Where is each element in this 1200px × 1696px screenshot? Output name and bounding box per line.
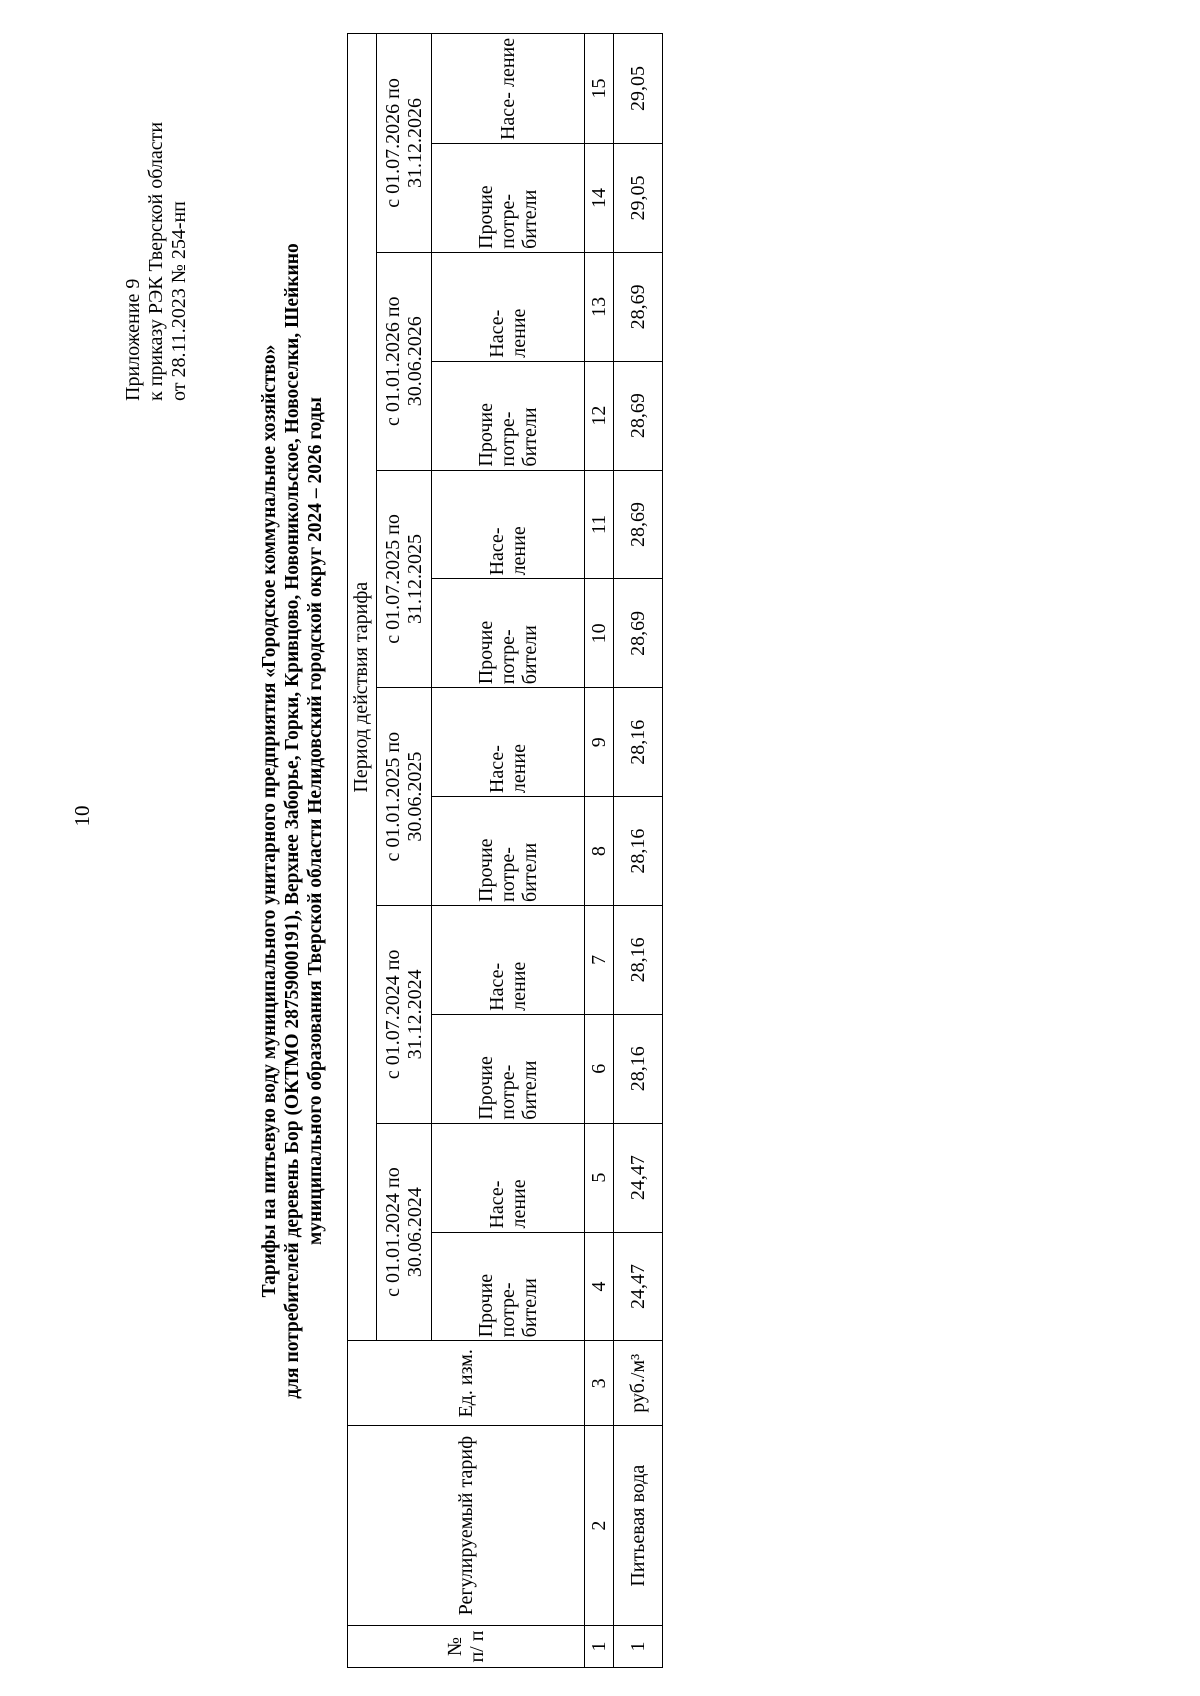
tariff-value: 28,69: [614, 361, 663, 470]
header-tariff: Регулируемый тариф: [348, 1426, 585, 1626]
col-other-consumers: Прочие потре- бители: [432, 144, 585, 253]
document-title: [258, 86, 327, 1556]
period-date-range: с 01.07.2026 по 31.12.2026: [377, 34, 432, 253]
column-number: 6: [585, 1014, 614, 1123]
period-date-range: с 01.01.2025 по 30.06.2025: [377, 688, 432, 906]
column-number: 8: [585, 797, 614, 906]
tariff-value: 28,16: [614, 688, 663, 797]
col-other-consumers: Прочие потре- бители: [432, 1014, 585, 1123]
row-tariff-name: Питьевая вода: [614, 1426, 663, 1626]
tariff-value: 24,47: [614, 1232, 663, 1341]
header-unit: Ед. изм.: [348, 1341, 585, 1426]
period-date-range: с 01.07.2025 по 31.12.2025: [377, 470, 432, 688]
col-other-consumers: Прочие потре- бители: [432, 579, 585, 688]
column-number: 9: [585, 688, 614, 797]
tariff-value: 28,69: [614, 470, 663, 579]
column-number: 5: [585, 1123, 614, 1232]
title-line: для потребителей деревень Бор (ОКТМО 28759000191), Верхнее Заборье, Горки, Кривцово, Новоникольское, Новоселки, Шейкино: [282, 243, 303, 1399]
period-date-range: с 01.01.2024 по 30.06.2024: [377, 1123, 432, 1341]
header-no: № п/ п: [348, 1626, 585, 1668]
tariff-table: [347, 33, 663, 1668]
column-number: 15: [585, 34, 614, 144]
col-other-consumers: Прочие потре- бители: [432, 797, 585, 906]
tariff-value: 29,05: [614, 144, 663, 253]
period-date-range: с 01.07.2024 по 31.12.2024: [377, 906, 432, 1124]
col-population: Насе- ление: [432, 34, 585, 144]
appendix-line: от 28.11.2023 № 254-нп: [168, 201, 190, 401]
tariff-value: 28,16: [614, 906, 663, 1015]
col-population: Насе- ление: [432, 252, 585, 361]
period-date-range: с 01.01.2026 по 30.06.2026: [377, 252, 432, 470]
col-population: Насе- ление: [432, 1123, 585, 1232]
col-other-consumers: Прочие потре- бители: [432, 1232, 585, 1341]
column-number: 14: [585, 144, 614, 253]
tariff-value: 28,16: [614, 1014, 663, 1123]
title-line: Тарифы на питьевую воду муниципального унитарного предприятия «Городское коммунальное хозяйство»: [259, 344, 280, 1298]
tariff-value: 28,69: [614, 252, 663, 361]
col-population: Насе- ление: [432, 470, 585, 579]
column-number: 1: [585, 1626, 614, 1668]
tariff-value: 28,16: [614, 797, 663, 906]
title-line: муниципального образования Тверской области Нелидовский городской округ 2024 – 2026 годы: [305, 397, 326, 1245]
column-number: 13: [585, 252, 614, 361]
header-period: Период действия тарифа: [348, 34, 377, 1341]
col-population: Насе- ление: [432, 906, 585, 1015]
page-number: 10: [70, 805, 94, 827]
appendix-reference: [122, 122, 191, 401]
table-row: [614, 34, 663, 1668]
column-number: 10: [585, 579, 614, 688]
column-number: 3: [585, 1341, 614, 1426]
appendix-line: к приказу РЭК Тверской области: [145, 121, 167, 401]
tariff-value: 29,05: [614, 34, 663, 144]
col-other-consumers: Прочие потре- бители: [432, 361, 585, 470]
column-number: 7: [585, 906, 614, 1015]
column-number: 4: [585, 1232, 614, 1341]
column-number-row: [585, 34, 614, 1668]
header-row-period: [348, 34, 377, 1668]
column-number: 2: [585, 1426, 614, 1626]
column-number: 12: [585, 361, 614, 470]
tariff-value: 28,69: [614, 579, 663, 688]
tariff-value: 24,47: [614, 1123, 663, 1232]
row-number: 1: [614, 1626, 663, 1668]
row-unit: руб./м³: [614, 1341, 663, 1426]
col-population: Насе- ление: [432, 688, 585, 797]
appendix-line: Приложение 9: [122, 278, 144, 401]
column-number: 11: [585, 470, 614, 579]
